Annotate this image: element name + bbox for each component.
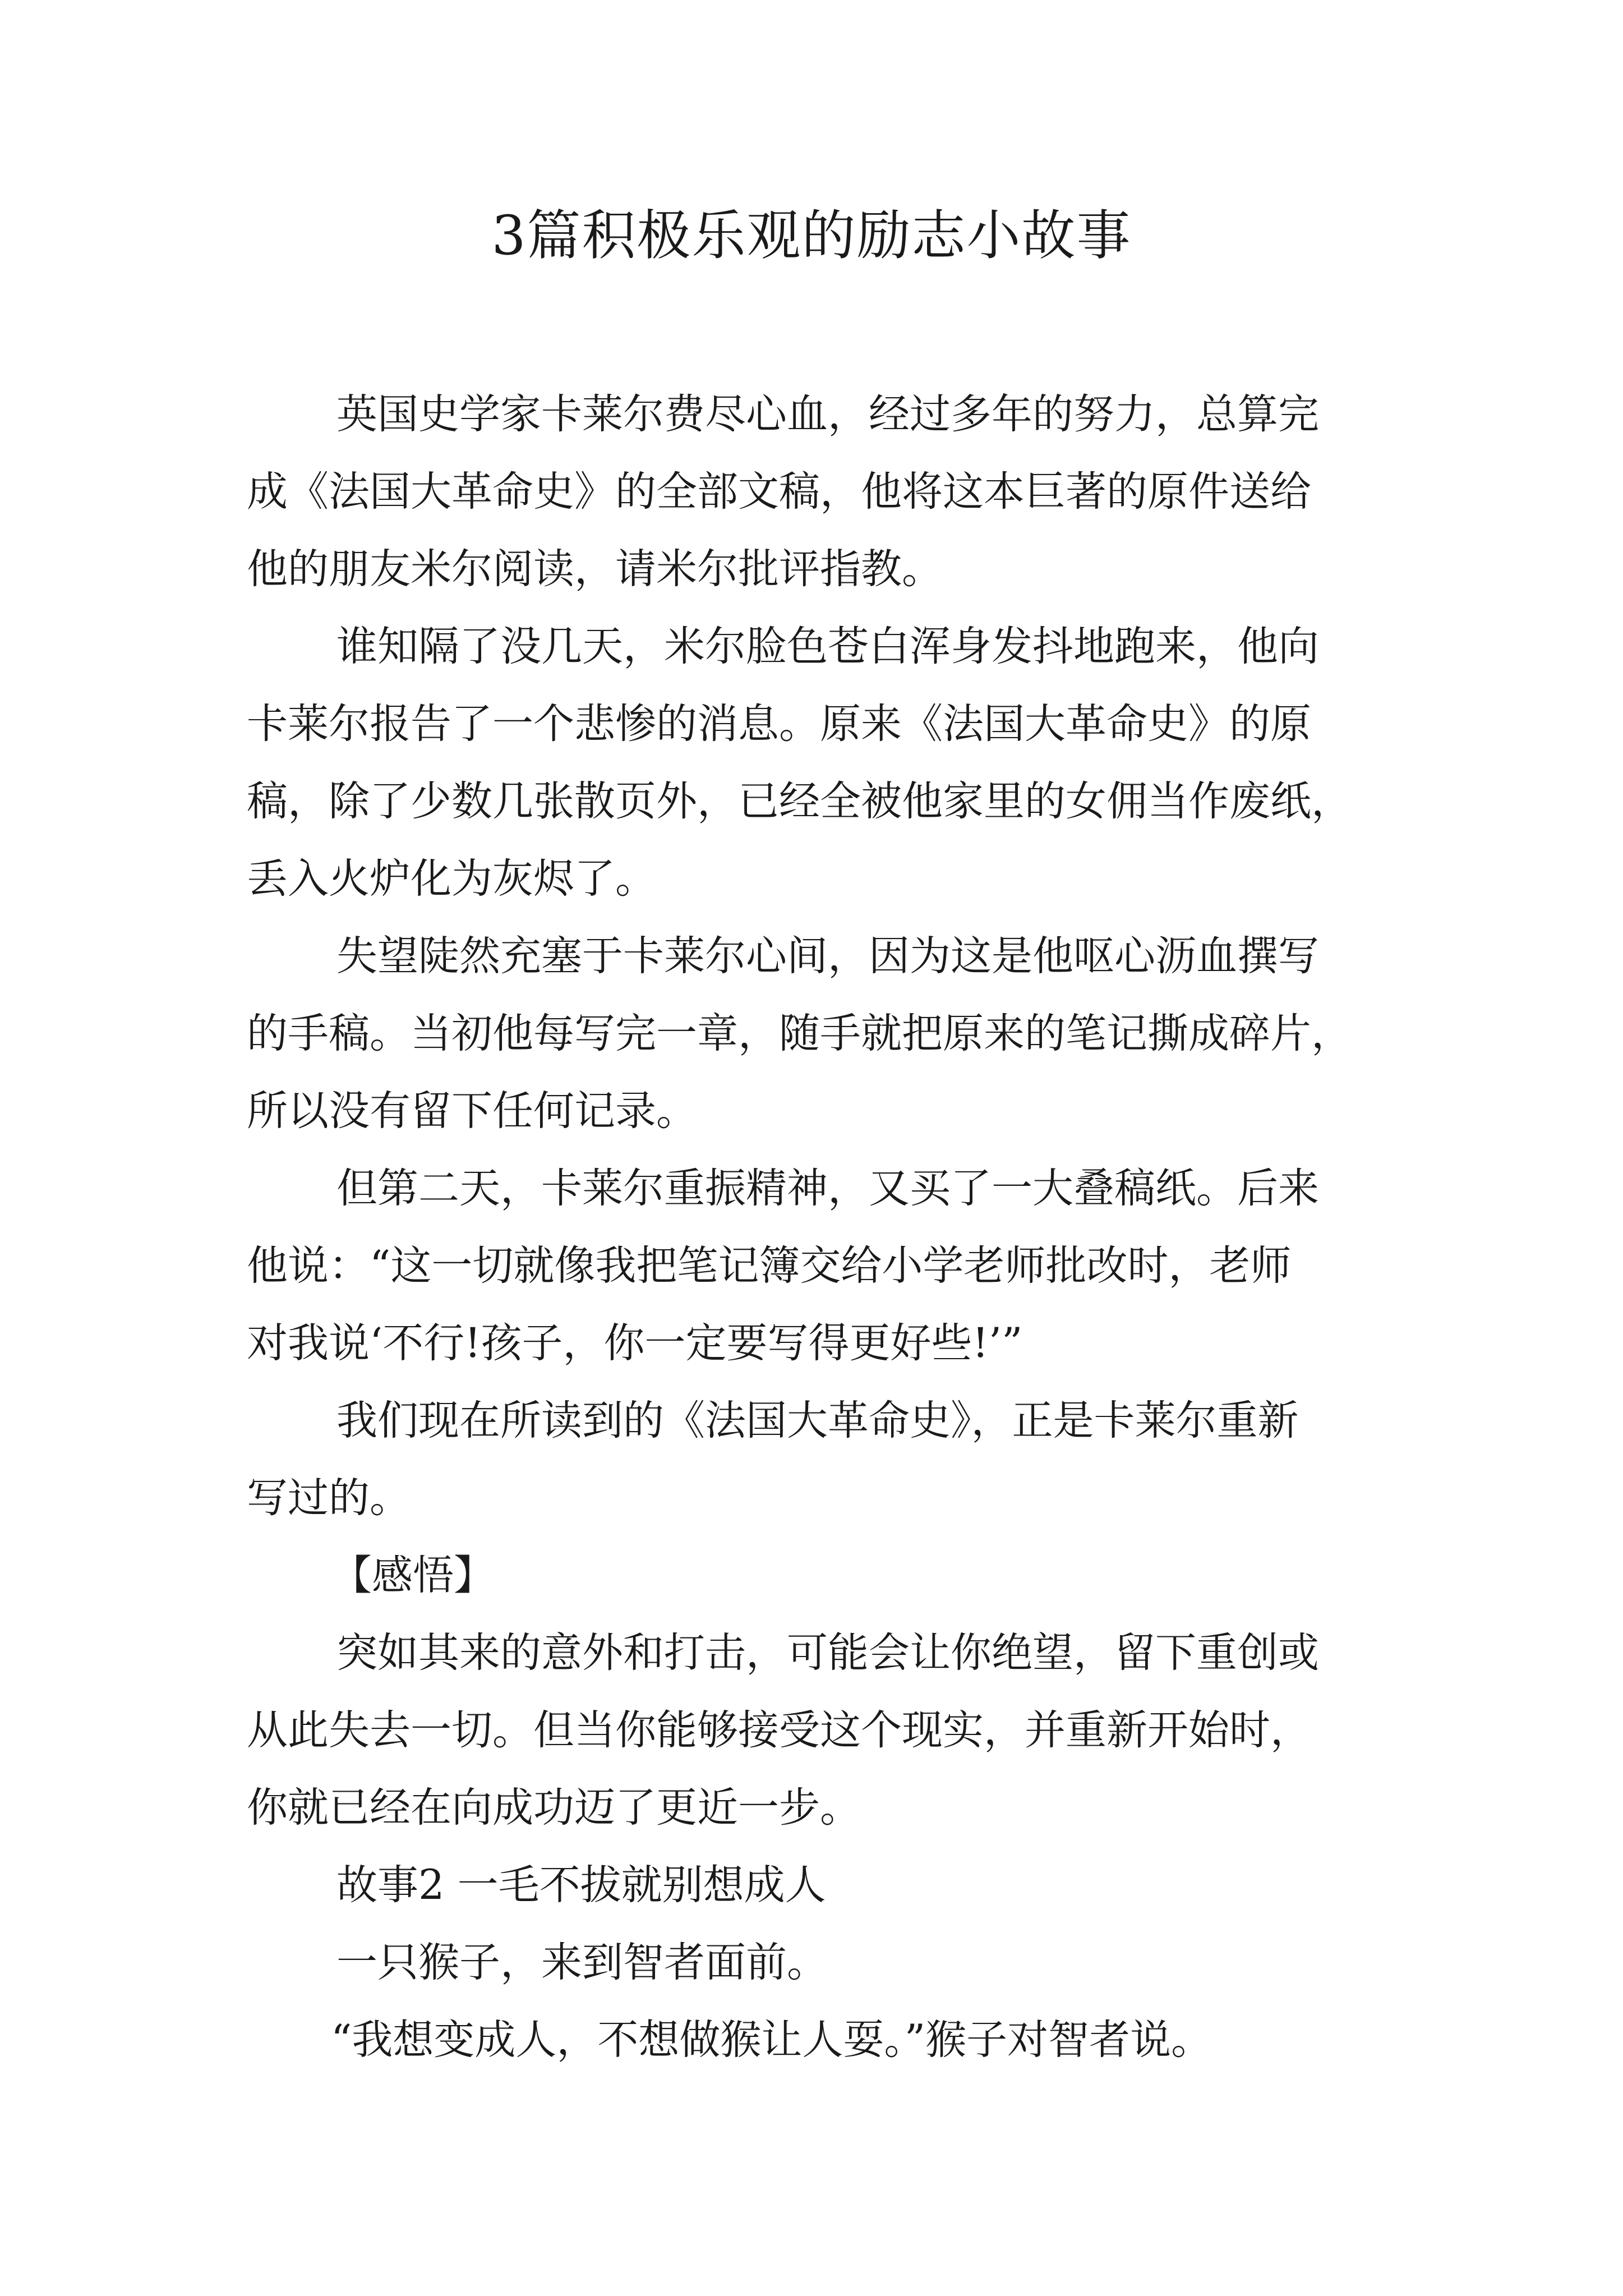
paragraph-line: 你就已经在向成功迈了更近一步。	[247, 1784, 861, 1832]
paragraph-line: 他说：“这一切就像我把笔记簿交给小学老师批改时，老师	[247, 1242, 1292, 1290]
paragraph-line: 成《法国大革命史》的全部文稿，他将这本巨著的原件送给	[247, 468, 1311, 516]
section-heading: 【感悟】	[331, 1552, 495, 1599]
paragraph-line: 英国史学家卡莱尔费尽心血，经过多年的努力，总算完	[336, 390, 1319, 438]
paragraph-line: 对我说‘不行!孩子，你一定要写得更好些!’”	[247, 1319, 1023, 1367]
story-heading: 故事2 一毛不拔就别想成人	[336, 1861, 826, 1909]
paragraph-line: 从此失去一切。但当你能够接受这个现实，并重新开始时，	[247, 1706, 1311, 1754]
document-body	[247, 376, 1391, 2079]
paragraph-line: 写过的。	[247, 1474, 411, 1522]
paragraph-line: 突如其来的意外和打击，可能会让你绝望，留下重创或	[336, 1629, 1319, 1677]
paragraph-line: 卡莱尔报告了一个悲惨的消息。原来《法国大革命史》的原	[247, 700, 1311, 748]
paragraph-line: 的手稿。当初他每写完一章，随手就把原来的笔记撕成碎片，	[247, 1010, 1352, 1057]
paragraph-line: 丢入火炉化为灰烬了。	[247, 855, 656, 903]
paragraph-line: 我们现在所读到的《法国大革命史》，正是卡莱尔重新	[336, 1397, 1299, 1444]
document-title: 3篇积极乐观的励志小故事	[491, 204, 1132, 267]
paragraph-line: 所以没有留下任何记录。	[247, 1087, 697, 1135]
paragraph-line: 但第二天，卡莱尔重振精神，又买了一大叠稿纸。后来	[336, 1165, 1319, 1212]
paragraph-line: 谁知隔了没几天，米尔脸色苍白浑身发抖地跑来，他向	[336, 623, 1319, 670]
paragraph-line: 失望陡然充塞于卡莱尔心间，因为这是他呕心沥血撰写	[336, 932, 1319, 980]
paragraph-line: 稿，除了少数几张散页外，已经全被他家里的女佣当作废纸，	[247, 777, 1352, 825]
paragraph-line: 一只猴子，来到智者面前。	[336, 1939, 828, 1986]
paragraph-line: 他的朋友米尔阅读，请米尔批评指教。	[247, 545, 943, 593]
paragraph-line: “我想变成人，不想做猴让人耍。”猴子对智者说。	[331, 2016, 1212, 2064]
